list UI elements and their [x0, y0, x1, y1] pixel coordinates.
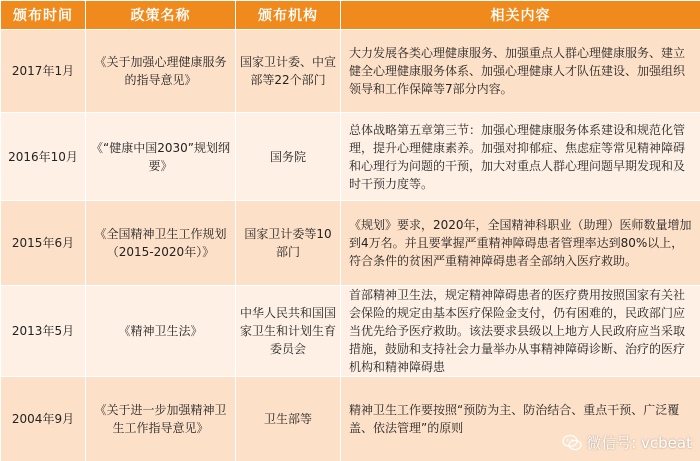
cell-date: 2016年10月	[1, 113, 86, 201]
cell-date: 2017年1月	[1, 30, 86, 113]
cell-date: 2004年9月	[1, 377, 86, 461]
header-content: 相关内容	[341, 1, 700, 30]
header-agency: 颁布机构	[236, 1, 341, 30]
cell-policy-name: 《关于加强心理健康服务的指导意见》	[86, 30, 236, 113]
watermark-text: 微信号: vcbeat	[586, 434, 692, 452]
cell-content: 总体战略第五章第三节：加强心理健康服务体系建设和规范化管理，提升心理健康素养。加强对抑郁症、焦虑症等常见精神障碍和心理行为问题的干预，加大对重点人群心理问题早期发现和及时干预力度等。	[341, 113, 700, 201]
table-row	[1, 113, 700, 201]
cell-agency: 卫生部等	[236, 377, 341, 461]
cell-agency: 国务院	[236, 113, 341, 201]
table-header-row	[1, 1, 700, 30]
cell-content: 大力发展各类心理健康服务、加强重点人群心理健康服务、建立健全心理健康服务体系、加强心理健康人才队伍建设、加强组织 领导和工作保障等7部分内容。	[341, 30, 700, 113]
cell-agency: 国家卫计委、中宣部等22个部门	[236, 30, 341, 113]
header-policy-name: 政策名称	[86, 1, 236, 30]
cell-policy-name: 《关于进一步加强精神卫生工作指导意见》	[86, 377, 236, 461]
cell-policy-name: 《“健康中国2030”规划纲要》	[86, 113, 236, 201]
table-row	[1, 30, 700, 113]
cell-date: 2013年5月	[1, 286, 86, 377]
table-row	[1, 286, 700, 377]
wechat-icon	[562, 434, 582, 452]
header-date: 颁布时间	[1, 1, 86, 30]
table-row	[1, 201, 700, 286]
cell-content: 精神卫生工作要按照“预防为主、防治结合、重点干预、广泛覆盖、依法管理”的原则	[341, 377, 700, 461]
wechat-watermark	[562, 432, 692, 453]
cell-policy-name: 《全国精神卫生工作规划（2015-2020年）》	[86, 201, 236, 286]
cell-content: 首部精神卫生法，规定精神障碍患者的医疗费用按照国家有关社会保险的规定由基本医疗保险金支付，仍有困难的，民政部门应当优先给予医疗救助。该法要求县级以上地方人民政府应当采取措施，鼓励和支持社会力量举办从事精神障碍诊断、治疗的医疗机构和精神障碍患	[341, 286, 700, 377]
cell-agency: 国家卫计委等10部门	[236, 201, 341, 286]
cell-date: 2015年6月	[1, 201, 86, 286]
cell-agency: 中华人民共和国国家卫生和计划生育委员会	[236, 286, 341, 377]
cell-policy-name: 《精神卫生法》	[86, 286, 236, 377]
cell-content: 《规划》要求，2020年，全国精神科职业（助理）医师数量增加到4万名。并且要掌握严重精神障碍患者管理率达到80%以上，符合条件的贫困严重精神障碍患者全部纳入医疗救助。	[341, 201, 700, 286]
